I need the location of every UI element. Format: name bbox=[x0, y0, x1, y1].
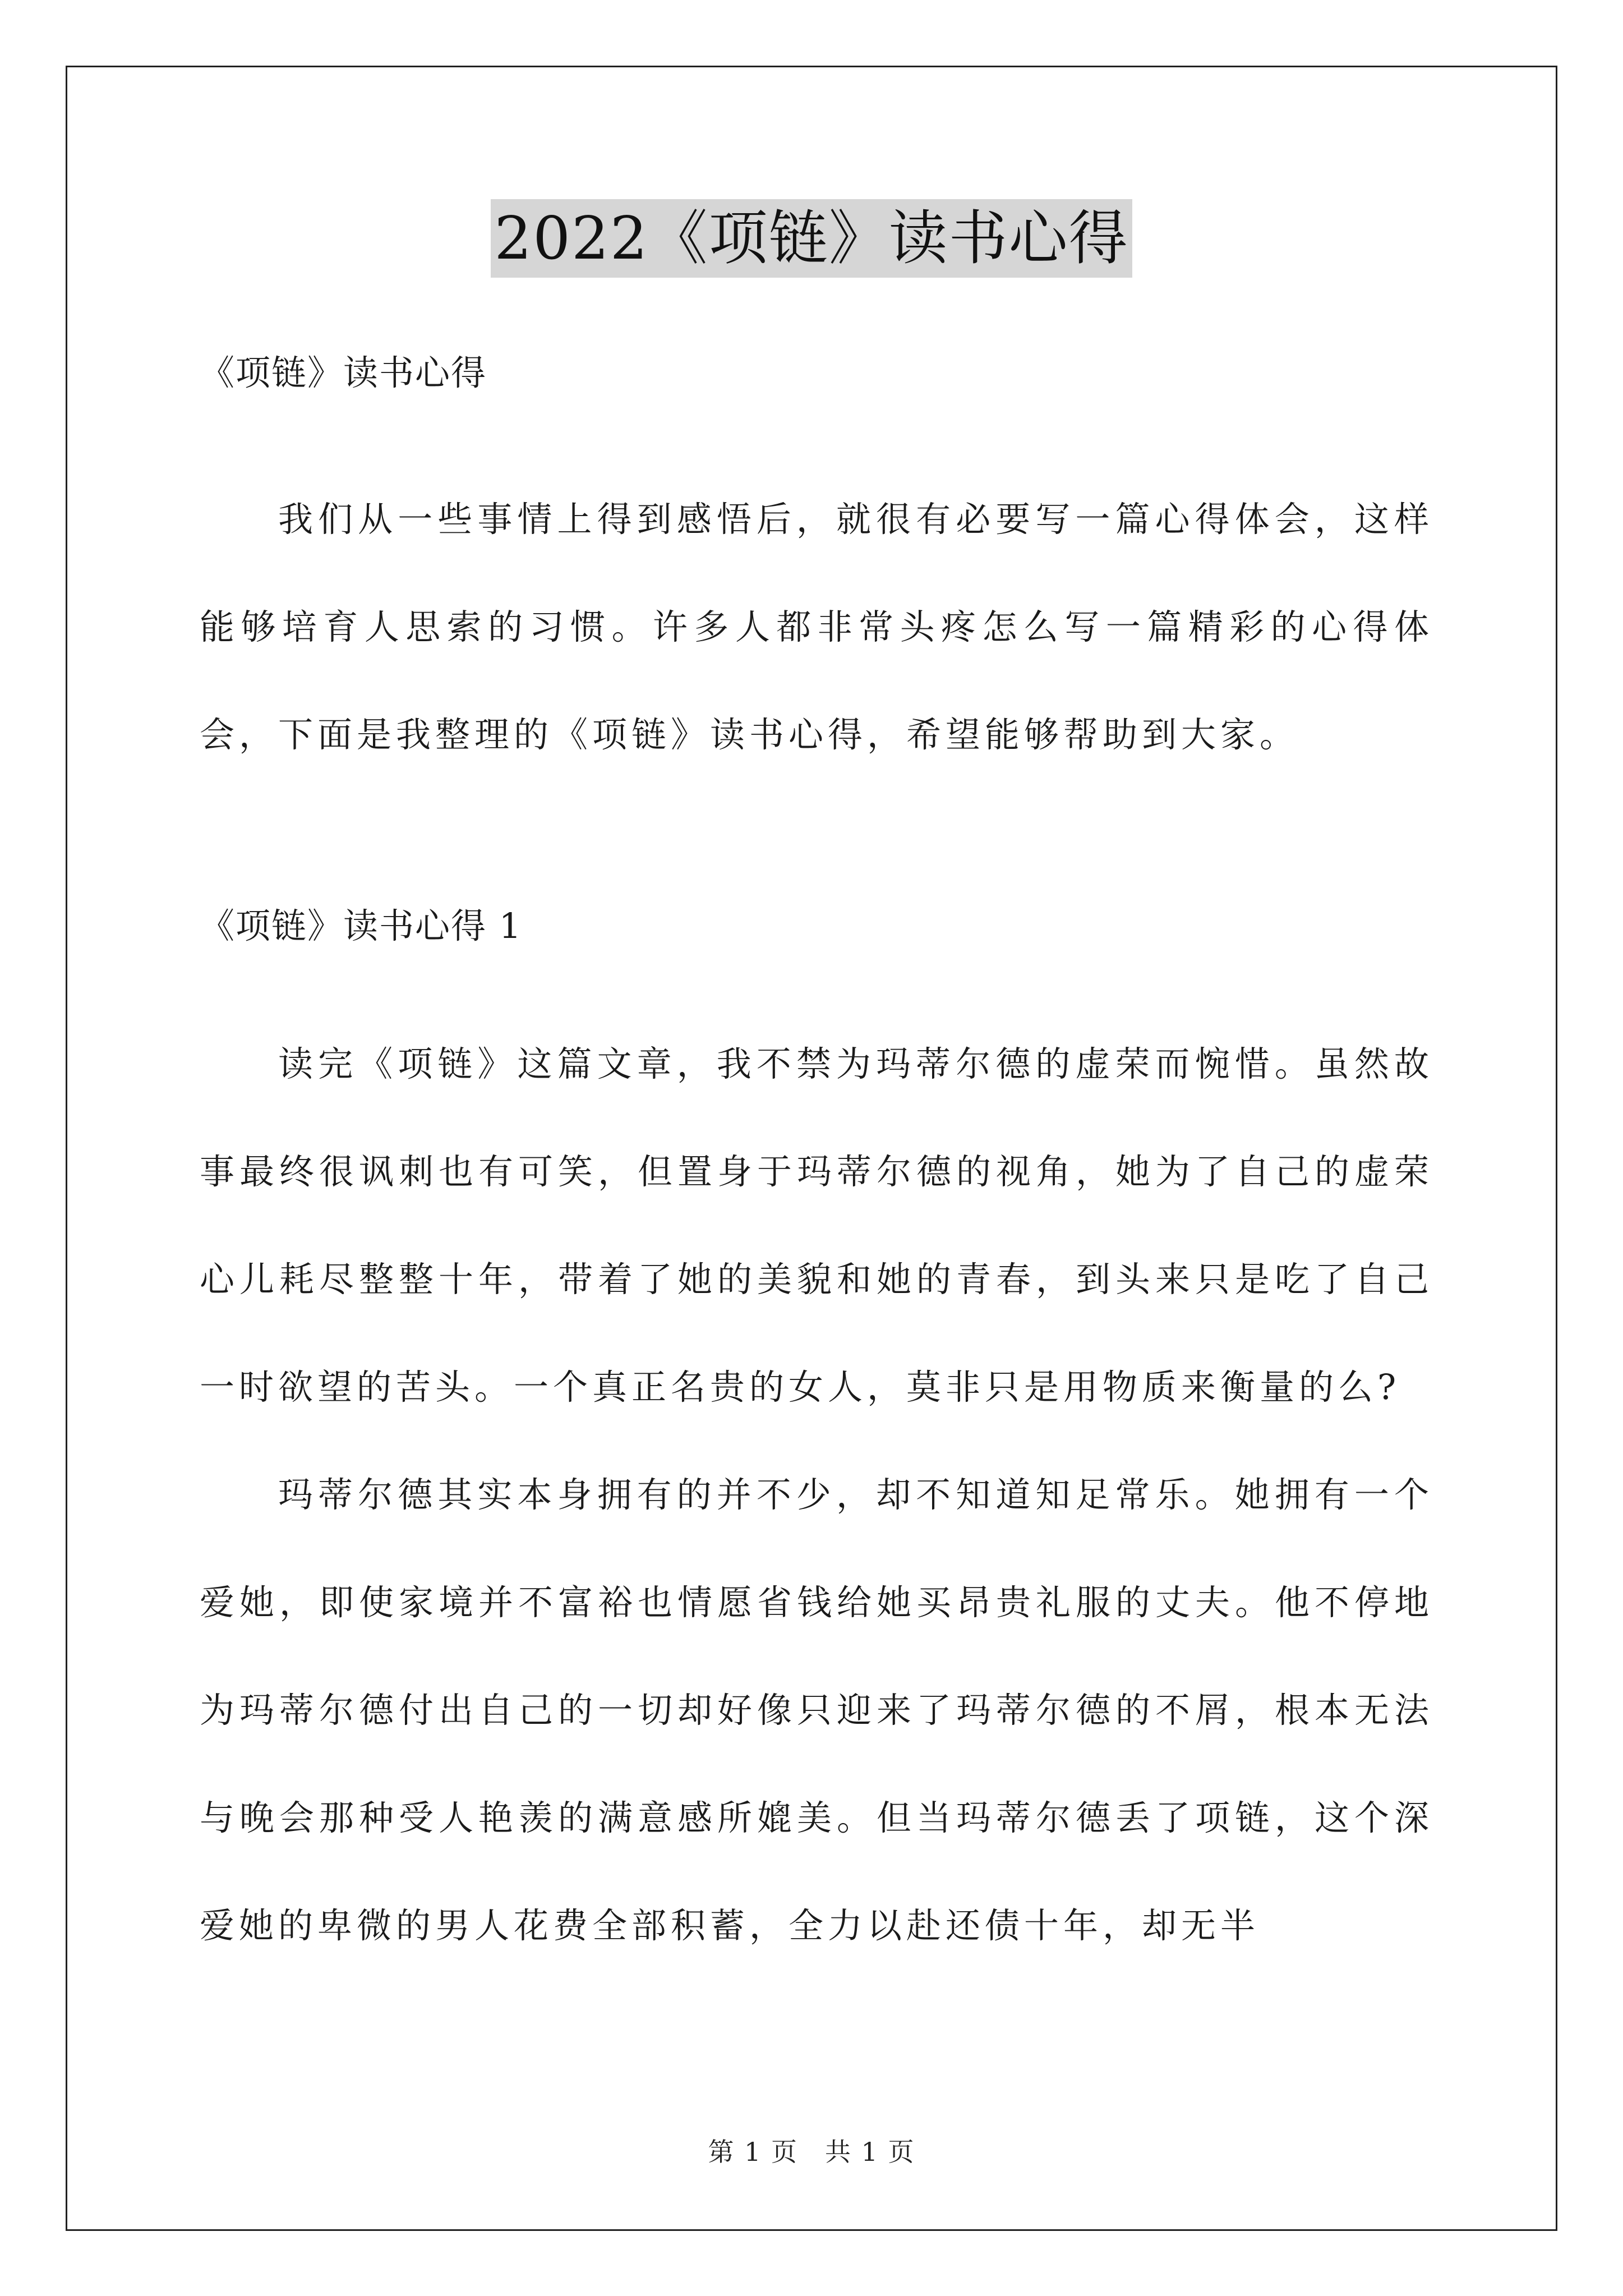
spacer bbox=[200, 789, 1433, 901]
title-container bbox=[0, 199, 1623, 278]
intro-heading: 《项链》读书心得 bbox=[200, 352, 487, 393]
document-body bbox=[200, 348, 1433, 1980]
intro-paragraph: 我们从一些事情上得到感悟后，就很有必要写一篇心得体会，这样能够培育人思索的习惯。许多人都非常头疼怎么写一篇精彩的心得体会，下面是我整理的《项链》读书心得，希望能够帮助到大家。 bbox=[200, 499, 1433, 755]
section1-paragraph-1: 读完《项链》这篇文章，我不禁为玛蒂尔德的虚荣而惋惜。虽然故事最终很讽刺也有可笑，但置身于玛蒂尔德的视角，她为了自己的虚荣心儿耗尽整整十年，带着了她的美貌和她的青春，到头来只是吃了自己一时欲望的苦头。一个真正名贵的女人，莫非只是用物质来衡量的么? bbox=[200, 1043, 1433, 1407]
section1-paragraph-2: 玛蒂尔德其实本身拥有的并不少，却不知道知足常乐。她拥有一个爱她，即使家境并不富裕也情愿省钱给她买昂贵礼服的丈夫。他不停地为玛蒂尔德付出自己的一切却好像只迎来了玛蒂尔德的不屑，根本无法与晚会那种受人艳羡的满意感所媲美。但当玛蒂尔德丢了项链，这个深爱她的卑微的男人花费全部积蓄，全力以赴还债十年，却无半 bbox=[200, 1474, 1433, 1946]
page-footer: 第 1 页 共 1 页 bbox=[708, 2137, 915, 2167]
document-title: 2022《项链》读书心得 bbox=[491, 199, 1132, 278]
section1-heading: 《项链》读书心得 1 bbox=[200, 905, 523, 946]
spacer bbox=[200, 951, 1433, 1010]
spacer bbox=[200, 398, 1433, 466]
